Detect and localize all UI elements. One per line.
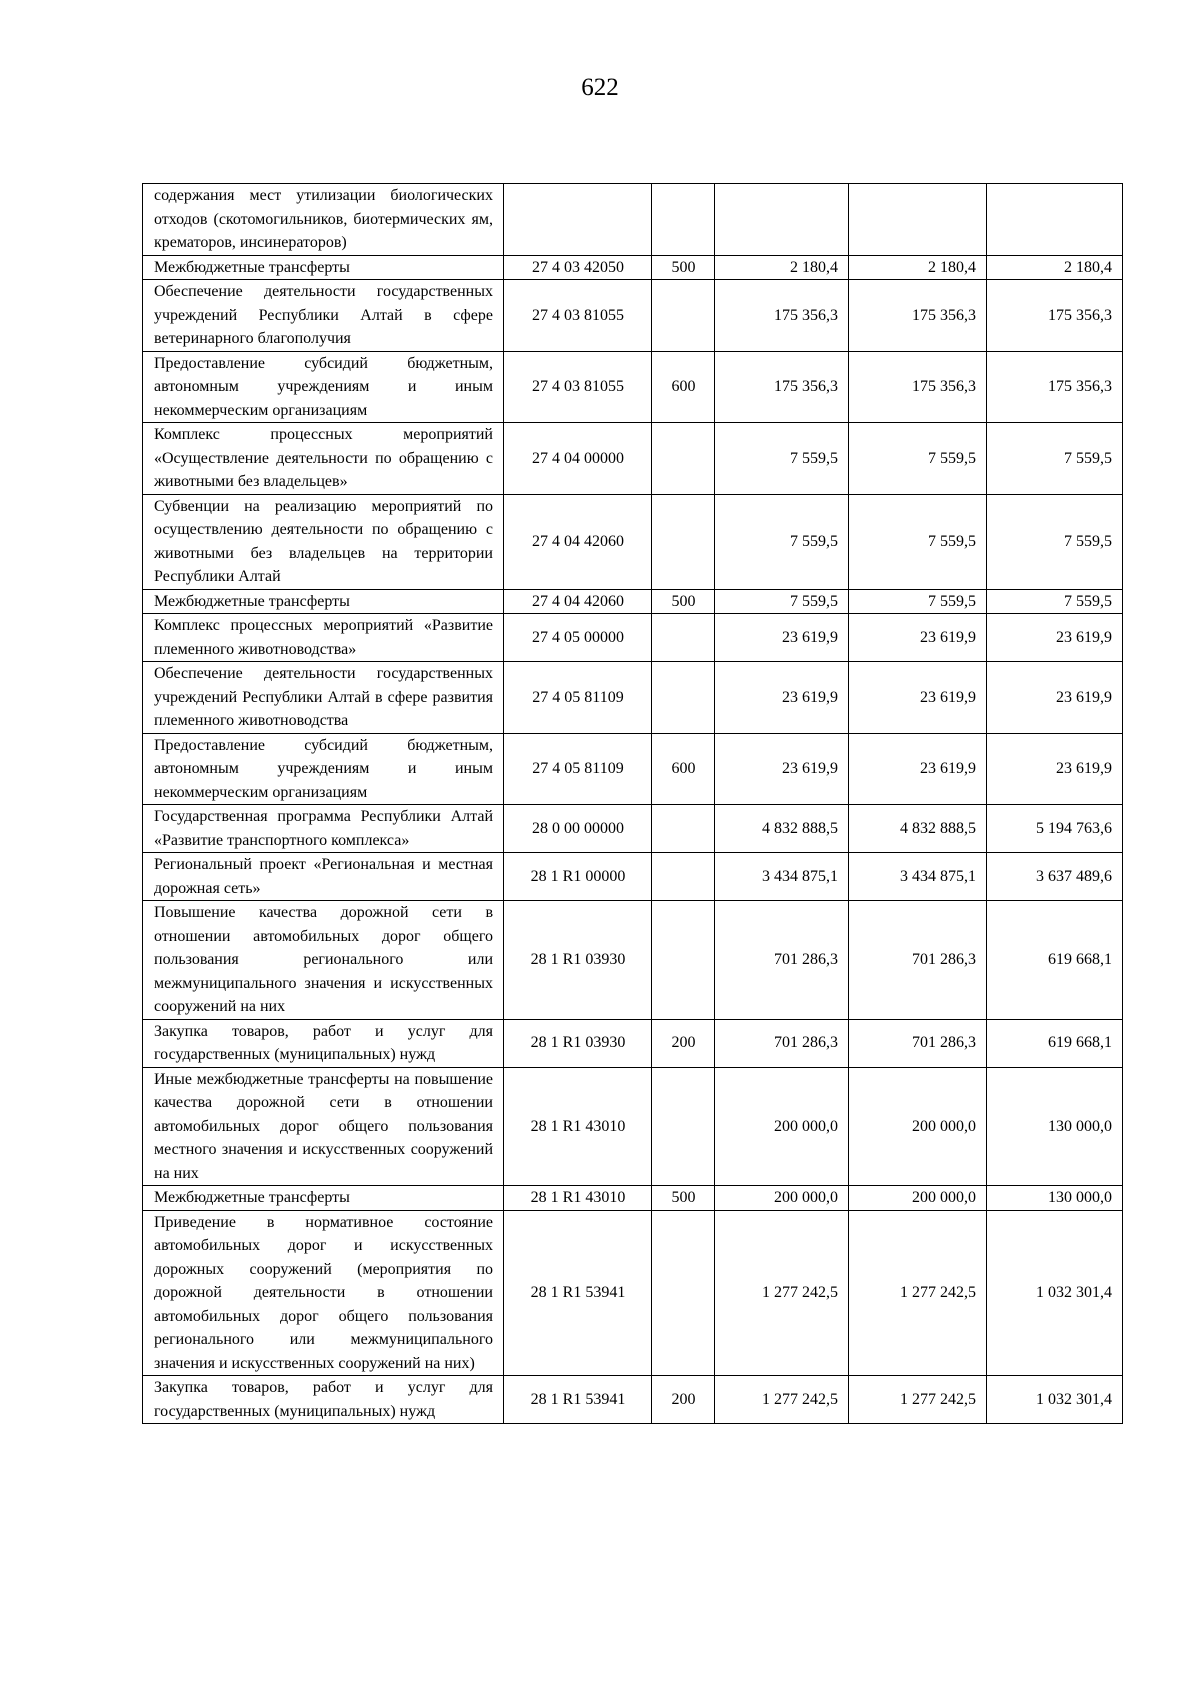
row-value-year2-cell: 701 286,3 — [849, 901, 987, 1020]
row-name-cell: Иные межбюджетные трансферты на повышение качества дорожной сети в отношении автомобильных дорог общего пользования местного значения и искусственных сооружений на них — [143, 1067, 504, 1186]
table-row — [143, 1186, 1123, 1211]
table-row — [143, 853, 1123, 901]
row-value-year1-cell: 3 434 875,1 — [715, 853, 849, 901]
row-value-year2-cell: 200 000,0 — [849, 1186, 987, 1211]
row-expense-type-cell: 200 — [652, 1019, 715, 1067]
row-expense-type-cell: 500 — [652, 589, 715, 614]
row-value-year2-cell: 701 286,3 — [849, 1019, 987, 1067]
row-value-year1-cell: 701 286,3 — [715, 1019, 849, 1067]
row-code-cell — [504, 184, 652, 256]
row-value-year2-cell — [849, 184, 987, 256]
row-value-year3-cell: 619 668,1 — [987, 901, 1123, 1020]
row-value-year3-cell: 130 000,0 — [987, 1067, 1123, 1186]
row-expense-type-cell — [652, 494, 715, 589]
row-code-cell: 28 1 R1 43010 — [504, 1067, 652, 1186]
table-row — [143, 423, 1123, 495]
row-value-year2-cell: 200 000,0 — [849, 1067, 987, 1186]
row-code-cell: 28 1 R1 03930 — [504, 901, 652, 1020]
table-row — [143, 351, 1123, 423]
row-name-cell: Межбюджетные трансферты — [143, 1186, 504, 1211]
row-expense-type-cell — [652, 184, 715, 256]
row-expense-type-cell: 500 — [652, 255, 715, 280]
row-value-year1-cell — [715, 184, 849, 256]
row-code-cell: 27 4 05 81109 — [504, 662, 652, 734]
row-value-year1-cell: 175 356,3 — [715, 280, 849, 352]
row-code-cell: 28 1 R1 00000 — [504, 853, 652, 901]
row-value-year1-cell: 7 559,5 — [715, 423, 849, 495]
row-name-cell: содержания мест утилизации биологических отходов (скотомогильников, биотермических ям, крематоров, инсинераторов) — [143, 184, 504, 256]
row-expense-type-cell — [652, 901, 715, 1020]
row-expense-type-cell: 600 — [652, 351, 715, 423]
row-value-year2-cell: 7 559,5 — [849, 589, 987, 614]
table-row — [143, 589, 1123, 614]
table-row — [143, 1067, 1123, 1186]
row-name-cell: Комплекс процессных мероприятий «Развитие племенного животноводства» — [143, 614, 504, 662]
row-value-year3-cell: 23 619,9 — [987, 662, 1123, 734]
row-name-cell: Закупка товаров, работ и услуг для государственных (муниципальных) нужд — [143, 1019, 504, 1067]
row-expense-type-cell — [652, 662, 715, 734]
row-name-cell: Межбюджетные трансферты — [143, 589, 504, 614]
row-value-year1-cell: 23 619,9 — [715, 662, 849, 734]
row-value-year2-cell: 2 180,4 — [849, 255, 987, 280]
row-value-year1-cell: 2 180,4 — [715, 255, 849, 280]
row-expense-type-cell — [652, 280, 715, 352]
row-value-year1-cell: 701 286,3 — [715, 901, 849, 1020]
row-code-cell: 27 4 04 00000 — [504, 423, 652, 495]
row-name-cell: Повышение качества дорожной сети в отношении автомобильных дорог общего пользования регионального или межмуниципального значения и искусственных сооружений на них — [143, 901, 504, 1020]
table-row — [143, 662, 1123, 734]
table-row — [143, 1376, 1123, 1424]
row-value-year1-cell: 200 000,0 — [715, 1067, 849, 1186]
row-expense-type-cell — [652, 853, 715, 901]
row-value-year1-cell: 175 356,3 — [715, 351, 849, 423]
row-value-year3-cell: 175 356,3 — [987, 351, 1123, 423]
row-value-year3-cell: 5 194 763,6 — [987, 805, 1123, 853]
row-value-year3-cell: 2 180,4 — [987, 255, 1123, 280]
table-row — [143, 805, 1123, 853]
table-row — [143, 184, 1123, 256]
row-expense-type-cell: 200 — [652, 1376, 715, 1424]
row-value-year3-cell: 23 619,9 — [987, 733, 1123, 805]
budget-table-body — [143, 184, 1123, 1424]
row-name-cell: Межбюджетные трансферты — [143, 255, 504, 280]
row-value-year3-cell: 7 559,5 — [987, 494, 1123, 589]
row-name-cell: Субвенции на реализацию мероприятий по осуществлению деятельности по обращению с животными без владельцев на территории Республики Алтай — [143, 494, 504, 589]
row-code-cell: 28 1 R1 43010 — [504, 1186, 652, 1211]
row-code-cell: 27 4 04 42060 — [504, 589, 652, 614]
row-name-cell: Комплекс процессных мероприятий «Осуществление деятельности по обращению с животными без владельцев» — [143, 423, 504, 495]
table-row — [143, 614, 1123, 662]
row-value-year2-cell: 4 832 888,5 — [849, 805, 987, 853]
row-value-year2-cell: 3 434 875,1 — [849, 853, 987, 901]
row-value-year1-cell: 200 000,0 — [715, 1186, 849, 1211]
row-expense-type-cell — [652, 614, 715, 662]
row-code-cell: 27 4 04 42060 — [504, 494, 652, 589]
row-value-year1-cell: 4 832 888,5 — [715, 805, 849, 853]
row-value-year2-cell: 7 559,5 — [849, 494, 987, 589]
row-expense-type-cell — [652, 805, 715, 853]
row-code-cell: 28 0 00 00000 — [504, 805, 652, 853]
row-value-year3-cell: 7 559,5 — [987, 589, 1123, 614]
row-value-year2-cell: 1 277 242,5 — [849, 1210, 987, 1376]
row-code-cell: 28 1 R1 53941 — [504, 1210, 652, 1376]
row-expense-type-cell — [652, 1210, 715, 1376]
row-code-cell: 27 4 03 81055 — [504, 280, 652, 352]
table-row — [143, 280, 1123, 352]
row-value-year2-cell: 175 356,3 — [849, 280, 987, 352]
row-value-year1-cell: 1 277 242,5 — [715, 1210, 849, 1376]
row-value-year2-cell: 175 356,3 — [849, 351, 987, 423]
row-expense-type-cell — [652, 423, 715, 495]
table-row — [143, 1210, 1123, 1376]
row-value-year3-cell: 619 668,1 — [987, 1019, 1123, 1067]
row-value-year3-cell: 130 000,0 — [987, 1186, 1123, 1211]
row-expense-type-cell — [652, 1067, 715, 1186]
table-row — [143, 733, 1123, 805]
table-row — [143, 255, 1123, 280]
row-code-cell: 28 1 R1 53941 — [504, 1376, 652, 1424]
row-value-year3-cell: 23 619,9 — [987, 614, 1123, 662]
row-value-year1-cell: 1 277 242,5 — [715, 1376, 849, 1424]
row-name-cell: Региональный проект «Региональная и местная дорожная сеть» — [143, 853, 504, 901]
row-expense-type-cell: 500 — [652, 1186, 715, 1211]
row-value-year3-cell: 3 637 489,6 — [987, 853, 1123, 901]
row-value-year2-cell: 1 277 242,5 — [849, 1376, 987, 1424]
budget-table — [142, 183, 1123, 1424]
row-name-cell: Обеспечение деятельности государственных учреждений Республики Алтай в сфере развития племенного животноводства — [143, 662, 504, 734]
row-code-cell: 27 4 05 81109 — [504, 733, 652, 805]
row-value-year2-cell: 23 619,9 — [849, 614, 987, 662]
row-name-cell: Предоставление субсидий бюджетным, автономным учреждениям и иным некоммерческим организациям — [143, 733, 504, 805]
row-code-cell: 27 4 03 81055 — [504, 351, 652, 423]
row-code-cell: 27 4 03 42050 — [504, 255, 652, 280]
row-value-year1-cell: 7 559,5 — [715, 494, 849, 589]
row-name-cell: Приведение в нормативное состояние автомобильных дорог и искусственных дорожных сооружений (мероприятия по дорожной деятельности в отношении автомобильных дорог общего пользования регионального или межмуниципального значения и искусственных сооружений на них) — [143, 1210, 504, 1376]
row-name-cell: Обеспечение деятельности государственных учреждений Республики Алтай в сфере ветеринарного благополучия — [143, 280, 504, 352]
row-value-year3-cell: 1 032 301,4 — [987, 1376, 1123, 1424]
page-number: 622 — [581, 74, 619, 101]
row-value-year1-cell: 23 619,9 — [715, 733, 849, 805]
row-value-year2-cell: 7 559,5 — [849, 423, 987, 495]
row-value-year1-cell: 23 619,9 — [715, 614, 849, 662]
row-name-cell: Предоставление субсидий бюджетным, автономным учреждениям и иным некоммерческим организациям — [143, 351, 504, 423]
row-code-cell: 27 4 05 00000 — [504, 614, 652, 662]
row-value-year2-cell: 23 619,9 — [849, 662, 987, 734]
row-value-year3-cell: 175 356,3 — [987, 280, 1123, 352]
row-code-cell: 28 1 R1 03930 — [504, 1019, 652, 1067]
table-row — [143, 901, 1123, 1020]
row-value-year3-cell: 1 032 301,4 — [987, 1210, 1123, 1376]
row-value-year1-cell: 7 559,5 — [715, 589, 849, 614]
table-row — [143, 1019, 1123, 1067]
row-name-cell: Государственная программа Республики Алтай «Развитие транспортного комплекса» — [143, 805, 504, 853]
row-name-cell: Закупка товаров, работ и услуг для государственных (муниципальных) нужд — [143, 1376, 504, 1424]
row-expense-type-cell: 600 — [652, 733, 715, 805]
row-value-year3-cell: 7 559,5 — [987, 423, 1123, 495]
row-value-year3-cell — [987, 184, 1123, 256]
row-value-year2-cell: 23 619,9 — [849, 733, 987, 805]
table-row — [143, 494, 1123, 589]
